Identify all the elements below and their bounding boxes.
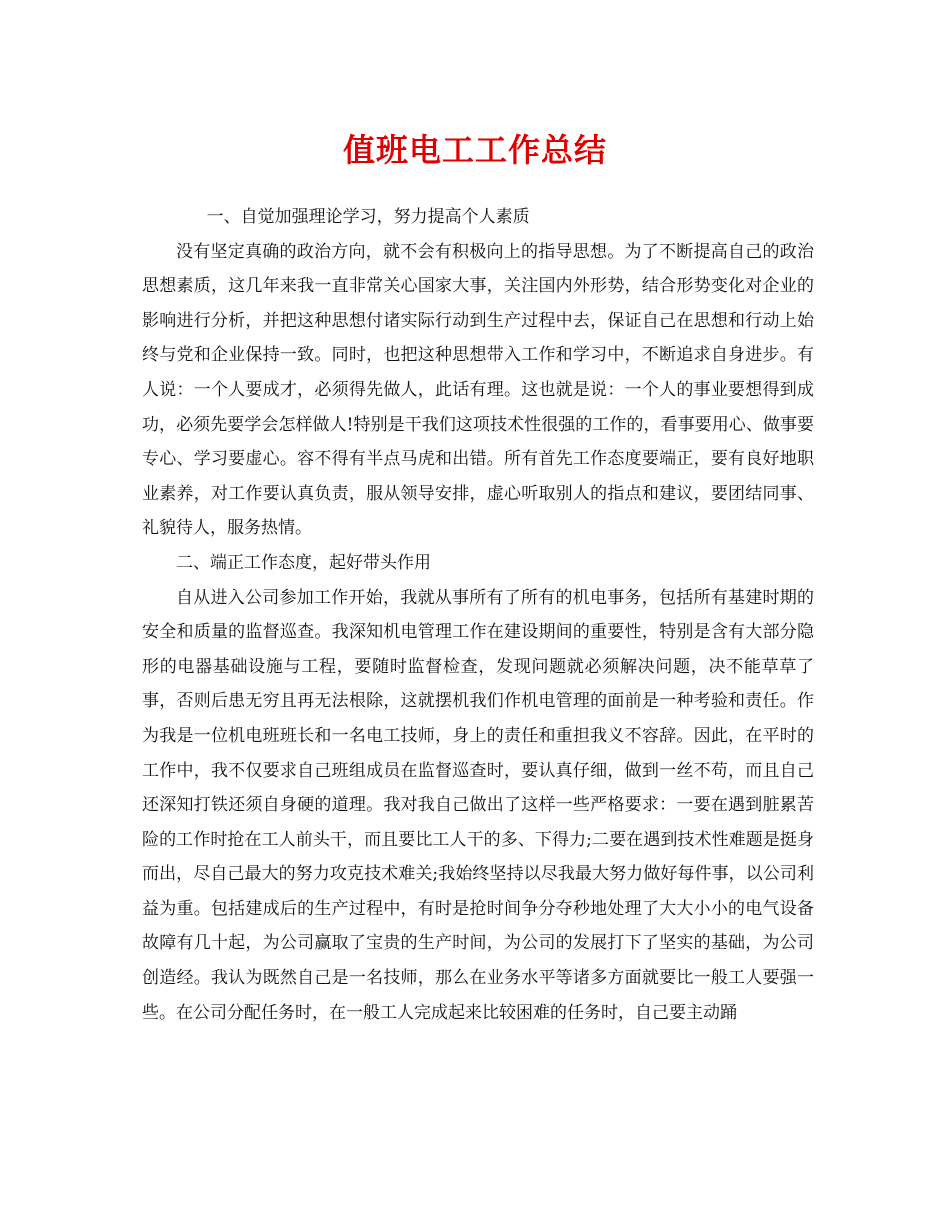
body-paragraph-1: 没有坚定真确的政治方向，就不会有积极向上的指导思想。为了不断提高自己的政治思想素质，这几年来我一直非常关心国家大事，关注国内外形势，结合形势变化对企业的影响进行分析，并把这种思想付诸实际行动到生产过程中去，保证自己在思想和行动上始终与党和企业保持一致。同时，也把这种思想带入工作和学习中，不断追求自身进步。有人说：一个人要成才，必须得先做人，此话有理。这也就是说：一个人的事业要想得到成功，必须先要学会怎样做人!特别是干我们这项技术性很强的工作的，看事要用心、做事要专心、学习要虚心。容不得有半点马虎和出错。所有首先工作态度要端正，要有良好地职业素养，对工作要认真负责，服从领导安排，虚心听取别人的指点和建议，要团结同事、礼貌待人，服务热情。 xyxy=(142,241,814,539)
body-paragraph-2: 自从进入公司参加工作开始，我就从事所有了所有的机电事务，包括所有基建时期的安全和质量的监督巡查。我深知机电管理工作在建设期间的重要性，特别是含有大部分隐形的电器基础设施与工程，要随时监督检查，发现问题就必须解决问题，决不能草草了事，否则后患无穷且再无法根除，这就摆机我们作机电管理的面前是一种考验和责任。作为我是一位机电班班长和一名电工技师，身上的责任和重担我义不容辞。因此，在平时的工作中，我不仅要求自己班组成员在监督巡查时，要认真仔细，做到一丝不苟，而且自己还深知打铁还须自身硬的道理。我对我自己做出了这样一些严格要求：一要在遇到脏累苦险的工作时抢在工人前头干，而且要比工人干的多、下得力;二要在遇到技术性难题是挺身而出，尽自己最大的努力攻克技术难关;我始终坚持以尽我最大努力做好每件事，以公司利益为重。包括建成后的生产过程中，有时是抢时间争分夺秒地处理了大大小小的电气设备故障有几十起，为公司赢取了宝贵的生产时间，为公司的发展打下了坚实的基础，为公司创造经。我认为既然自己是一名技师，那么在业务水平等诸多方面就要比一般工人要强一些。在公司分配任务时，在一般工人完成起来比较困难的任务时，自己要主动踊 xyxy=(142,587,814,1023)
document-body xyxy=(142,200,814,1030)
section-heading-2: 二、端正工作态度，起好带头作用 xyxy=(176,552,431,573)
document-title: 值班电工工作总结 xyxy=(342,131,607,169)
section-heading-1: 一、自觉加强理论学习，努力提高个人素质 xyxy=(206,207,530,227)
